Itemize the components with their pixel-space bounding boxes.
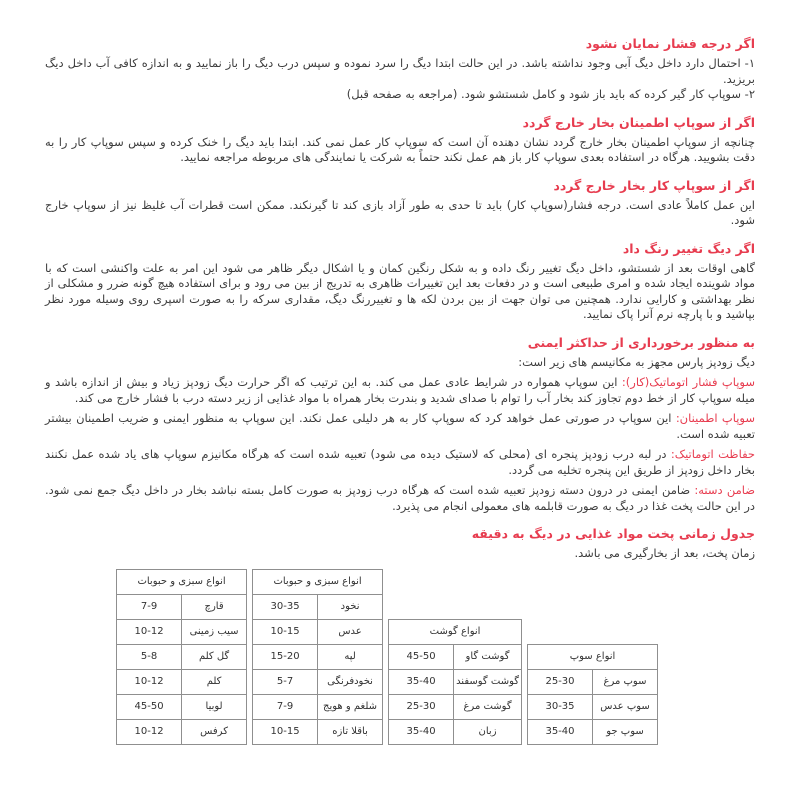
table-row <box>117 694 247 719</box>
section-heading: به منظور برخورداری از حداکثر ایمنی <box>527 334 755 350</box>
table-row <box>389 669 522 694</box>
cook-time-cell: 5-8 <box>117 644 182 669</box>
food-name-cell: گوشت گوسفند <box>454 669 522 694</box>
paragraph: چنانچه از سوپاپ اطمینان بخار خارج گردد نشان دهنده آن است که سوپاپ کار عمل نمی کند. ابتدا باید دیگ را خنک کرده و سپس سوپاپ کار را به دقت بشویید. هرگاه در استفاده بعدی سوپاپ کار باز هم عمل نکند حتماً به شرکت یا نمایندگی های مربوطه مراجعه نمایید. <box>45 134 755 164</box>
cooking-tables <box>45 569 755 745</box>
table-row <box>389 694 522 719</box>
table-row <box>117 644 247 669</box>
mechanism-label: حفاظت اتوماتیک: <box>670 447 756 461</box>
cook-time-cell: 10-12 <box>117 719 182 744</box>
table-row <box>117 669 247 694</box>
table-row <box>253 644 383 669</box>
food-name-cell: سیب زمینی <box>182 619 247 644</box>
cook-time-cell: 25-30 <box>389 694 454 719</box>
mechanism-text: این سوپاپ در صورتی عمل خواهد کرد که سوپاپ کار به هر دلیلی عمل نکند. این سوپاپ به منظور ایمنی و ضریب اطمینان بیشتر تعبیه شده است. <box>45 411 755 441</box>
cook-time-cell: 10-12 <box>117 619 182 644</box>
table-row <box>528 694 658 719</box>
mechanism-item <box>45 483 755 514</box>
food-name-cell: سوپ مرغ <box>593 669 658 694</box>
mechanism-text: ضامن ایمنی در درون دسته زودپز تعبیه شده است که هرگاه درب زودپز به صورت کامل بسته نباشد بخار در داخل دیگ جمع نمی شود. در این حالت پخت غذا در دیگ به صورت قابلمه های معمولی انجام می پذیرد. <box>45 483 755 513</box>
paragraph: ۲- سوپاپ کار گیر کرده که باید باز شود و کامل شستشو شود. (مراجعه به صفحه قبل) <box>346 87 755 101</box>
mechanism-text: در لبه درب زودپز پنجره ای (محلی که لاستیک دیده می شود) تعبیه شده است که هرگاه مکانیزم سوپاپ های یاد شده عمل نکنند بخار داخل زودپز از طریق این پنجره تخلیه می گردد. <box>45 447 755 477</box>
food-name-cell: کلم <box>182 669 247 694</box>
table-row <box>253 669 383 694</box>
cook-time-cell: 35-40 <box>528 719 593 744</box>
table-header: انواع سبزی و حبوبات <box>117 569 247 594</box>
food-name-cell: سوپ عدس <box>593 694 658 719</box>
mechanism-label: سوپاپ فشار اتوماتیک(کار): <box>621 375 755 389</box>
section-maximum-safety <box>45 335 755 515</box>
mechanism-item <box>45 375 755 406</box>
table-row <box>389 644 522 669</box>
food-name-cell: نخودفرنگی <box>318 669 383 694</box>
cook-time-cell: 45-50 <box>117 694 182 719</box>
table-header-row <box>117 569 247 594</box>
paragraph: زمان پخت، بعد از بخارگیری می باشد. <box>574 546 755 560</box>
table-header-row <box>389 619 522 644</box>
cook-time-cell: 30-35 <box>528 694 593 719</box>
table-row <box>253 594 383 619</box>
food-name-cell: گوشت مرغ <box>454 694 522 719</box>
section-pot-discoloration <box>45 241 755 323</box>
food-name-cell: سوپ جو <box>593 719 658 744</box>
section-heading: اگر از سوپاپ کار بخار خارج گردد <box>553 177 755 193</box>
food-name-cell: باقلا تازه <box>318 719 383 744</box>
paragraph: ۱- احتمال دارد داخل دیگ آبی وجود نداشته باشد. در این حالت ابتدا دیگ را سرد نموده و سپس درب دیگ را باز نمایید و به اندازه کافی آب داخل دیگ بریزید. <box>45 56 755 86</box>
cooking-table <box>527 644 658 745</box>
section-heading: اگر درجه فشار نمایان نشود <box>585 36 755 51</box>
food-name-cell: قارچ <box>182 594 247 619</box>
food-name-cell: نخود <box>318 594 383 619</box>
cook-time-cell: 7-9 <box>117 594 182 619</box>
cook-time-cell: 45-50 <box>389 644 454 669</box>
table-row <box>528 669 658 694</box>
food-name-cell: کرفس <box>182 719 247 744</box>
cook-time-cell: 10-15 <box>253 719 318 744</box>
cook-time-cell: 30-35 <box>253 594 318 619</box>
cook-time-cell: 7-9 <box>253 694 318 719</box>
paragraph: این عمل کاملاً عادی است. درجه فشار(سوپاپ کار) باید تا حدی به طور آزاد بازی کند تا گیرنکند. ممکن است قطرات آب غلیظ نیز از سوپاپ خارج شود. <box>45 197 755 227</box>
section-pressure-gauge-not-visible <box>45 36 755 103</box>
food-name-cell: گل کلم <box>182 644 247 669</box>
table-header-row <box>253 569 383 594</box>
cook-time-cell: 15-20 <box>253 644 318 669</box>
table-row <box>528 719 658 744</box>
table-row <box>117 719 247 744</box>
section-heading: اگر دیگ تغییر رنگ داد <box>622 240 755 256</box>
food-name-cell: زبان <box>454 719 522 744</box>
mechanism-label: ضامن دسته: <box>694 483 756 497</box>
section-steam-from-working-valve <box>45 178 755 229</box>
mechanism-item <box>45 411 755 442</box>
mechanism-text: این سوپاپ همواره در شرایط عادی عمل می کند. به این ترتیب که اگر حرارت دیگ زودپز زیاد و بیش از اندازه باشد و میله سوپاپ کار از خط دوم تجاوز کند بخار آب را توام با صدای شدید و بندرت بخار همراه با مواد غذایی از زیر دسته درب با فشار خارج می کند. <box>45 375 755 405</box>
table-row <box>253 719 383 744</box>
food-name-cell: شلغم و هویج <box>318 694 383 719</box>
table-row <box>117 619 247 644</box>
cooking-table <box>388 619 522 745</box>
table-header-row <box>528 644 658 669</box>
food-name-cell: عدس <box>318 619 383 644</box>
cooking-table <box>252 569 383 745</box>
table-header: انواع سبزی و حبوبات <box>253 569 383 594</box>
mechanism-item <box>45 447 755 478</box>
table-header: انواع سوپ <box>528 644 658 669</box>
food-name-cell: لوبیا <box>182 694 247 719</box>
table-row <box>253 694 383 719</box>
food-name-cell: گوشت گاو <box>454 644 522 669</box>
table-row <box>117 594 247 619</box>
cook-time-cell: 5-7 <box>253 669 318 694</box>
food-name-cell: لپه <box>318 644 383 669</box>
table-row <box>389 719 522 744</box>
cook-time-cell: 35-40 <box>389 669 454 694</box>
cook-time-cell: 35-40 <box>389 719 454 744</box>
safety-intro: دیگ زودپز پارس مجهز به مکانیسم های زیر است: <box>518 354 755 369</box>
section-steam-from-safety-valve <box>45 115 755 166</box>
section-heading: جدول زمانی پخت مواد غذایی در دیگ به دقیقه <box>471 526 755 541</box>
table-header: انواع گوشت <box>389 619 522 644</box>
cooking-table <box>116 569 247 745</box>
mechanism-label: سوپاپ اطمینان: <box>675 411 756 425</box>
table-row <box>253 619 383 644</box>
cook-time-cell: 10-12 <box>117 669 182 694</box>
cook-time-cell: 25-30 <box>528 669 593 694</box>
section-heading: اگر از سوپاپ اطمینان بخار خارج گردد <box>522 114 755 130</box>
cook-time-cell: 10-15 <box>253 619 318 644</box>
section-cooking-time-table <box>45 526 755 745</box>
paragraph: گاهی اوقات بعد از شستشو، داخل دیگ تغییر رنگ داده و به شکل رنگین کمان و یا اشکال دیگر ظاهر می شود این امر به علت واکنشی است که با مواد شوینده ایجاد شده و امری طبیعی است و در دفعات بعد این تغییرات ظاهری به تدریج از بین می رود و برای استفاده هیچ گونه ضرر و مشکلی از نظر بهداشتی و کارایی ندارد. همچنین می توان جهت از بین بردن لکه ها و تغییررنگ دیگ، مقداری سرکه را به صورت اسپری روی وسیله مورد نظر بپاشید و با پارچه نرم آنرا پاک نمایید. <box>45 260 755 321</box>
